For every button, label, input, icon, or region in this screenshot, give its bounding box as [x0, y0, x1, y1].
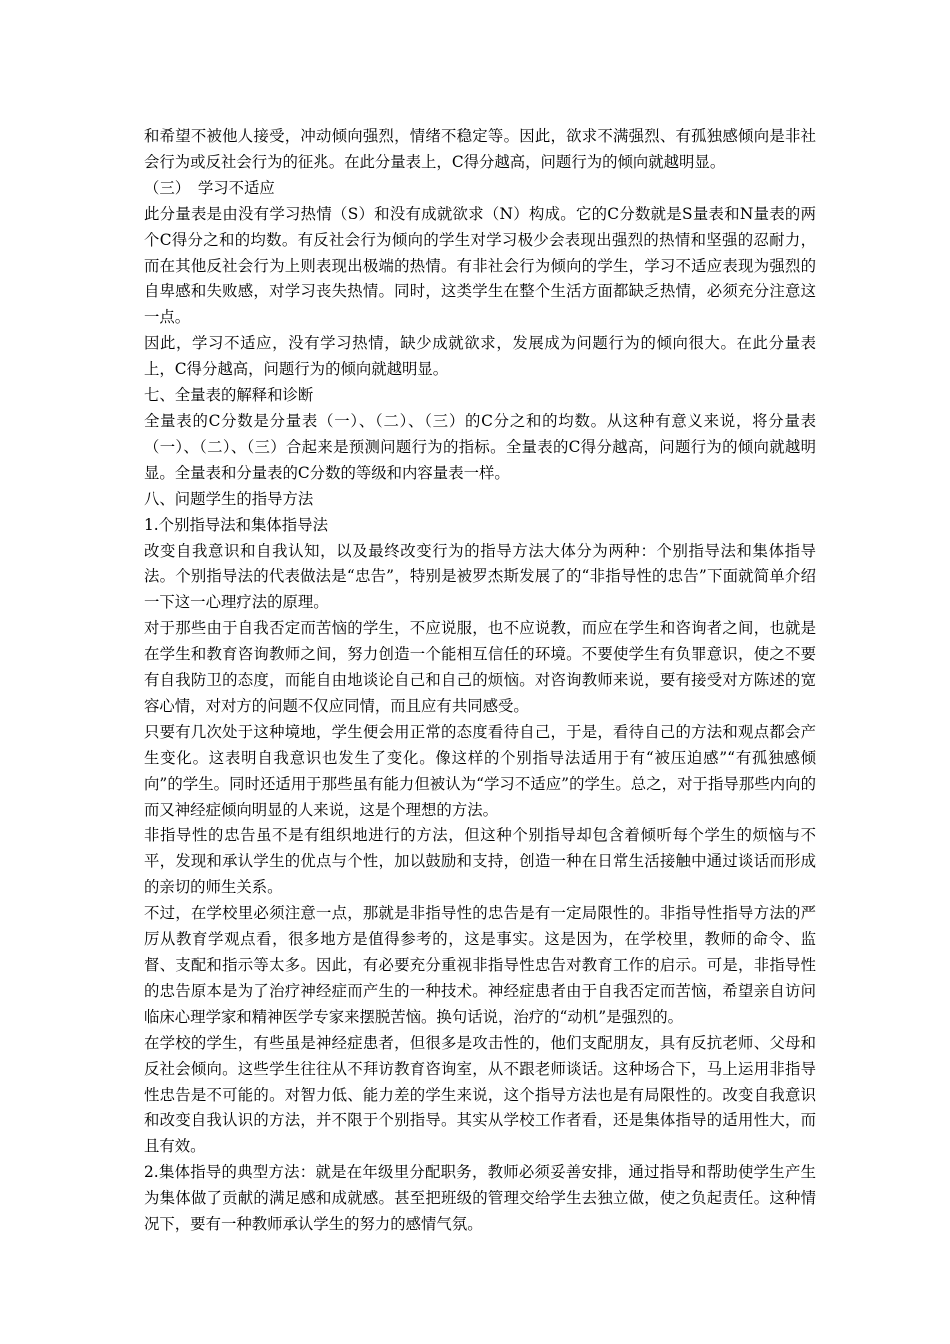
heading-learning-maladjustment: （三） 学习不适应	[144, 178, 275, 197]
paragraph-3: 此分量表是由没有学习热情（S）和没有成就欲求（N）构成。它的C分数就是S量表和N量表的两个C得分之和的均数。有反社会行为倾向的学生对学习极少会表现出强烈的热情和坚强的忍耐力，而在其他反社会行为上则表现出极端的热情。有非社会行为倾向的学生，学习不适应表现为强烈的自卑感和失败感，对学习丧失热情。同时，这类学生在整个生活方面都缺乏热情，必须充分注意这一点。	[144, 204, 816, 327]
subheading-individual-group: 1.个别指导法和集体指导法	[144, 515, 328, 534]
paragraph-13: 不过，在学校里必须注意一点，那就是非指导性的忠告是有一定局限性的。非指导性指导方法的严厉从教育学观点看，很多地方是值得参考的，这是事实。这是因为，在学校里，教师的命令、监督、支配和指示等太多。因此，有必要充分重视非指导性忠告对教育工作的启示。可是，非指导性的忠告原本是为了治疗神经症而产生的一种技术。神经症患者由于自我否定而苦恼，希望亲自访问临床心理学家和精神医学专家来摆脱苦恼。换句话说，治疗的“动机”是强烈的。	[144, 904, 816, 1026]
paragraph-6: 全量表的C分数是分量表（一）、（二）、（三）的C分之和的均数。从这种有意义来说，将分量表（一）、（二）、（三）合起来是预测问题行为的指标。全量表的C得分越高，问题行为的倾向就越明显。全量表和分量表的C分数的等级和内容量表一样。	[144, 411, 816, 482]
paragraph-15: 2.集体指导的典型方法：就是在年级里分配职务，教师必须妥善安排，通过指导和帮助使学生产生为集体做了贡献的满足感和成就感。甚至把班级的管理交给学生去独立做，使之负起责任。这种情况下，要有一种教师承认学生的努力的感情气氛。	[144, 1163, 816, 1234]
paragraph-14: 在学校的学生，有些虽是神经症患者，但很多是攻击性的，他们支配朋友，具有反抗老师、父母和反社会倾向。这些学生往往从不拜访教育咨询室，从不跟老师谈话。这种场合下，马上运用非指导性忠告是不可能的。对智力低、能力差的学生来说，这个指导方法也是有局限性的。改变自我意识和改变自我认识的方法，并不限于个别指导。其实从学校工作者看，还是集体指导的适用性大，而且有效。	[144, 1033, 816, 1156]
paragraph-9: 改变自我意识和自我认知，以及最终改变行为的指导方法大体分为两种：个别指导法和集体指导法。个别指导法的代表做法是“忠告”，特别是被罗杰斯发展了的“非指导性的忠告”下面就简单介绍一下这一心理疗法的原理。	[144, 541, 816, 612]
paragraph-1: 和希望不被他人接受，冲动倾向强烈，情绪不稳定等。因此，欲求不满强烈、有孤独感倾向是非社会行为或反社会行为的征兆。在此分量表上，C得分越高，问题行为的倾向就越明显。	[144, 127, 816, 171]
document-page	[144, 124, 816, 1238]
heading-guidance-methods: 八、问题学生的指导方法	[144, 489, 314, 508]
paragraph-11: 只要有几次处于这种境地，学生便会用正常的态度看待自己，于是，看待自己的方法和观点都会产生变化。这表明自我意识也发生了变化。像这样的个别指导法适用于有“被压迫感”“有孤独感倾向”的学生。同时还适用于那些虽有能力但被认为“学习不适应”的学生。总之，对于指导那些内向的而又神经症倾向明显的人来说，这是个理想的方法。	[144, 722, 816, 819]
paragraph-12: 非指导性的忠告虽不是有组织地进行的方法，但这种个别指导却包含着倾听每个学生的烦恼与不平，发现和承认学生的优点与个性，加以鼓励和支持，创造一种在日常生活接触中通过谈话而形成的亲切的师生关系。	[144, 826, 816, 897]
heading-full-scale: 七、全量表的解释和诊断	[144, 386, 314, 405]
paragraph-10: 对于那些由于自我否定而苦恼的学生，不应说服，也不应说教，而应在学生和咨询者之间，也就是在学生和教育咨询教师之间，努力创造一个能相互信任的环境。不要使学生有负罪意识，使之不要有自我防卫的态度，而能自由地谈论自己和自己的烦恼。对咨询教师来说，要有接受对方陈述的宽容心情，对对方的问题不仅应同情，而且应有共同感受。	[144, 619, 816, 715]
paragraph-4: 因此，学习不适应，没有学习热情，缺少成就欲求，发展成为问题行为的倾向很大。在此分量表上，C得分越高，问题行为的倾向就越明显。	[144, 334, 816, 379]
